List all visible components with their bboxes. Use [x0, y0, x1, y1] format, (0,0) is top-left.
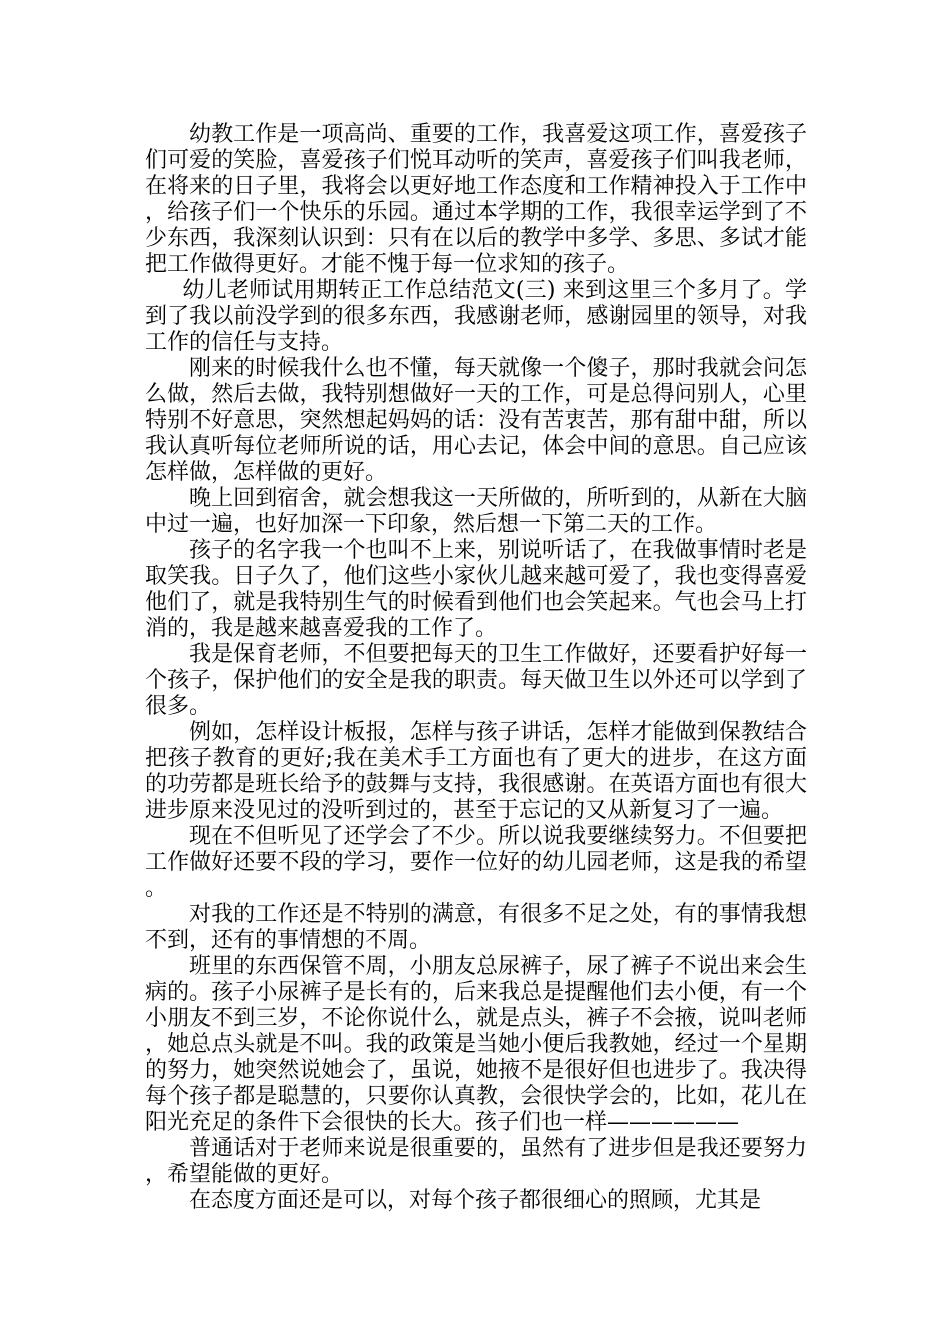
paragraph-section-heading: 幼儿老师试用期转正工作总结范文(三) 来到这里三个多月了。学到了我以前没学到的很多东西，我感谢老师，感谢园里的领导，对我工作的信任与支持。 [145, 278, 807, 355]
document-body [145, 122, 807, 1214]
paragraph: 刚来的时候我什么也不懂，每天就像一个傻子，那时我就会问怎么做，然后去做，我特别想做好一天的工作，可是总得问别人，心里特别不好意思，突然想起妈妈的话：没有苦衷苦，那有甜中甜，所以我认真听每位老师所说的话，用心去记，体会中间的意思。自己应该怎样做，怎样做的更好。 [145, 356, 807, 485]
paragraph: 普通话对于老师来说是很重要的，虽然有了进步但是我还要努力，希望能做的更好。 [145, 1136, 807, 1187]
paragraph: 对我的工作还是不特别的满意，有很多不足之处，有的事情我想不到，还有的事情想的不周。 [145, 902, 807, 953]
paragraph: 现在不但听见了还学会了不少。所以说我要继续努力。不但要把工作做好还要不段的学习，要作一位好的幼儿园老师，这是我的希望。 [145, 824, 807, 901]
paragraph: 晚上回到宿舍，就会想我这一天所做的，所听到的，从新在大脑中过一遍，也好加深一下印象，然后想一下第二天的工作。 [145, 486, 807, 537]
paragraph: 在态度方面还是可以，对每个孩子都很细心的照顾，尤其是 [189, 1188, 762, 1213]
paragraph: 孩子的名字我一个也叫不上来，别说听话了，在我做事情时老是取笑我。日子久了，他们这些小家伙儿越来越可爱了，我也变得喜爱他们了，就是我特别生气的时候看到他们也会笑起来。气也会马上打消的，我是越来越喜爱我的工作了。 [145, 538, 807, 641]
paragraph: 我是保育老师，不但要把每天的卫生工作做好，还要看护好每一个孩子，保护他们的安全是我的职责。每天做卫生以外还可以学到了很多。 [145, 642, 807, 719]
paragraph: 幼教工作是一项高尚、重要的工作，我喜爱这项工作，喜爱孩子们可爱的笑脸，喜爱孩子们悦耳动听的笑声，喜爱孩子们叫我老师，在将来的日子里，我将会以更好地工作态度和工作精神投入于工作中，给孩子们一个快乐的乐园。通过本学期的工作，我很幸运学到了不少东西，我深刻认识到：只有在以后的教学中多学、多思、多试才能把工作做得更好。才能不愧于每一位求知的孩子。 [145, 122, 807, 277]
paragraph: 例如，怎样设计板报，怎样与孩子讲话，怎样才能做到保教结合把孩子教育的更好;我在美术手工方面也有了更大的进步，在这方面的功劳都是班长给予的鼓舞与支持，我很感谢。在英语方面也有很大进步原来没见过的没听到过的，甚至于忘记的又从新复习了一遍。 [145, 720, 807, 823]
paragraph: 班里的东西保管不周，小朋友总尿裤子，尿了裤子不说出来会生病的。孩子小尿裤子是长有的，后来我总是提醒他们去小便，有一个小朋友不到三岁，不论你说什么，就是点头，裤子不会掖，说叫老师，她总点头就是不叫。我的政策是当她小便后我教她，经过一个星期的努力，她突然说她会了，虽说，她掖不是很好但也进步了。我决得每个孩子都是聪慧的，只要你认真教，会很快学会的，比如，花儿在阳光充足的条件下会很快的长大。孩子们也一样—————— [145, 954, 807, 1135]
